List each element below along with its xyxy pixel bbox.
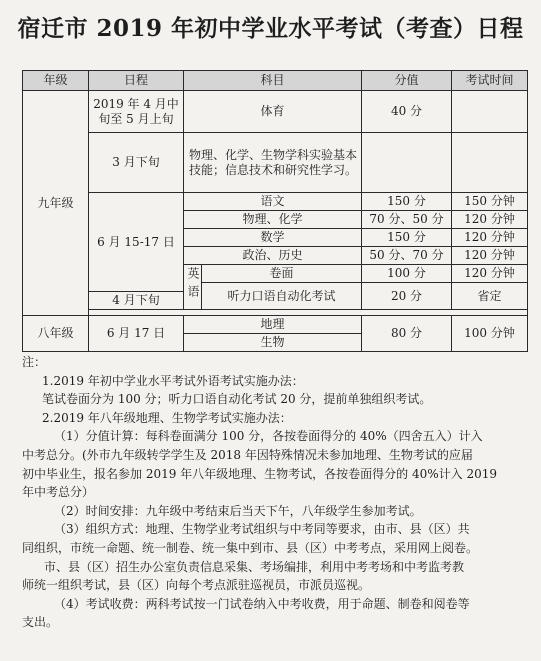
written-subject: 卷面 [202, 265, 362, 283]
english-label-text: 英语 [186, 266, 200, 303]
note-2-1-line-2: 中考总分。(外市九年级转学学生及 2018 年因特殊情况未参加地理、生物考试的应届 [22, 447, 473, 462]
math-time: 120 分钟 [452, 229, 528, 247]
exam-schedule-table [22, 70, 528, 352]
g8-time: 100 分钟 [452, 316, 528, 352]
pol-hist-subject: 政治、历史 [184, 247, 362, 265]
grade8-cell: 八年级 [23, 316, 89, 352]
grade9-cell: 九年级 [23, 91, 89, 316]
lab-score [362, 133, 452, 193]
pol-hist-time: 120 分钟 [452, 247, 528, 265]
phys-chem-subject: 物理、化学 [184, 211, 362, 229]
notes-heading: 注： [22, 355, 47, 369]
note-2-1-line-4: 年中考总分） [22, 485, 95, 500]
oral-time: 省定 [452, 283, 528, 310]
table-row [23, 193, 528, 211]
table-row [23, 91, 528, 133]
table-header-row [23, 71, 528, 91]
note-2-3-line-3: 市、县（区）招生办公室负责信息采集、考场编排，利用中考考场和中考监考教 [44, 559, 465, 574]
header-score: 分值 [362, 71, 452, 91]
header-date: 日程 [89, 71, 184, 91]
note-2-3-line-1: （3）组织方式：地理、生物学业考试组织与中考同等要求，由市、县（区）共 [54, 522, 470, 537]
chinese-score: 150 分 [362, 193, 452, 211]
phys-chem-score: 70 分、50 分 [362, 211, 452, 229]
note-2-1-line-1: （1）分值计算：每科卷面满分 100 分，各按卷面得分的 40%（四舍五入）计入 [54, 429, 483, 444]
math-subject: 数学 [184, 229, 362, 247]
notes-section [22, 353, 528, 632]
lab-date: 3 月下旬 [89, 133, 184, 193]
pe-subject: 体育 [184, 91, 362, 133]
chinese-time: 150 分钟 [452, 193, 528, 211]
english-label [184, 265, 202, 310]
g8-date: 6 月 17 日 [89, 316, 184, 352]
g8-score: 80 分 [362, 316, 452, 352]
geo-subject: 地理 [184, 316, 362, 334]
math-score: 150 分 [362, 229, 452, 247]
header-grade: 年级 [23, 71, 89, 91]
note-2-4-line-2: 支出。 [22, 615, 59, 630]
note-2-3-line-2: 同组织，市统一命题、统一制卷、统一集中到市、县（区）中考考点，采用网上阅卷。 [22, 540, 479, 555]
note-1-body: 笔试卷面分为 100 分；听力口语自动化考试 20 分，提前单独组织考试。 [42, 392, 432, 407]
bio-subject: 生物 [184, 334, 362, 352]
oral-subject: 听力口语自动化考试 [202, 283, 362, 310]
phys-chem-time: 120 分钟 [452, 211, 528, 229]
written-time: 120 分钟 [452, 265, 528, 283]
pe-date: 2019 年 4 月中旬至 5 月上旬 [89, 91, 184, 133]
oral-score: 20 分 [362, 283, 452, 310]
pe-score: 40 分 [362, 91, 452, 133]
header-time: 考试时间 [452, 71, 528, 91]
note-2-title: 2.2019 年八年级地理、生物学考试实施办法： [42, 410, 292, 425]
note-2-2: （2）时间安排：九年级中考结束后当天下午，八年级学生参加考试。 [54, 503, 422, 518]
page-title: 宿迁市 2019 年初中学业水平考试（考查）日程 [17, 15, 524, 42]
written-score: 100 分 [362, 265, 452, 283]
table-row [23, 133, 528, 193]
lab-time [452, 133, 528, 193]
note-2-3-line-4: 师统一组织考试，县（区）向每个考点派驻巡视员，市派员巡视。 [22, 578, 371, 593]
pol-hist-score: 50 分、70 分 [362, 247, 452, 265]
note-2-4-line-1: （4）考试收费：两科考试按一门试卷纳入中考收费，用于命题、制卷和阅卷等 [54, 596, 470, 611]
header-subject: 科目 [184, 71, 362, 91]
lab-subject: 物理、化学、生物学科实验基本技能；信息技术和研究性学习。 [184, 133, 362, 193]
table-row [23, 316, 528, 334]
chinese-subject: 语文 [184, 193, 362, 211]
pe-time [452, 91, 528, 133]
oral-date: 4 月下旬 [89, 292, 184, 310]
note-2-1-line-3: 初中毕业生，报名参加 2019 年八年级地理、生物考试，各按卷面得分的 40%计入 2019 [22, 466, 498, 481]
june-date: 6 月 15-17 日 [89, 193, 184, 292]
note-1-title: 1.2019 年初中学业水平考试外语考试实施办法： [42, 373, 304, 388]
